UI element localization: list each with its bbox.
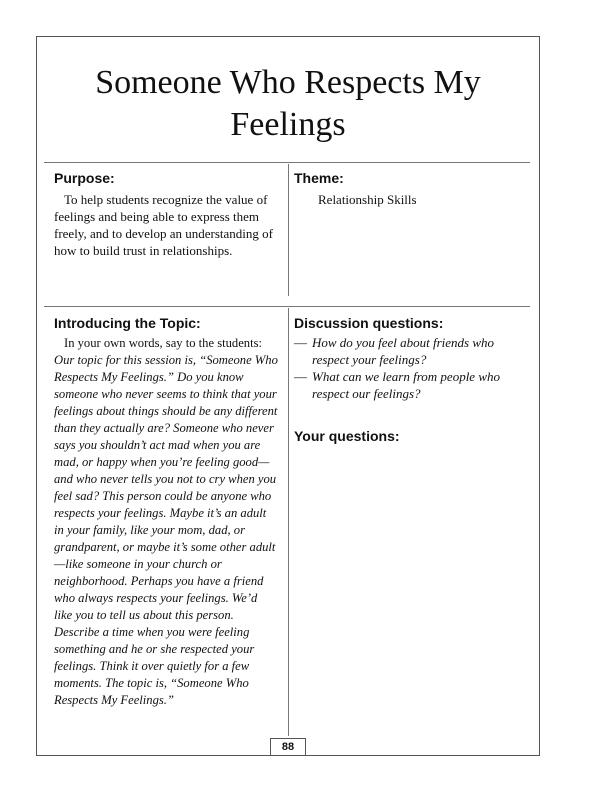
question-text: What can we learn from people who respect our feelings?	[312, 369, 500, 401]
your-questions-heading: Your questions:	[294, 428, 400, 444]
introducing-heading: Introducing the Topic:	[54, 315, 201, 331]
page-title	[44, 62, 532, 146]
theme-text: Relationship Skills	[318, 192, 417, 207]
theme-heading: Theme:	[294, 170, 344, 186]
purpose-text: To help students recognize the value of feelings and being able to express them freely, and to develop an understanding of how to build trust in relationships.	[54, 192, 274, 258]
purpose-heading: Purpose:	[54, 170, 115, 186]
discussion-heading: Discussion questions:	[294, 315, 444, 331]
introducing-text	[54, 335, 278, 709]
dash-marker: —	[294, 369, 307, 384]
dash-marker: —	[294, 335, 307, 350]
page-number: 88	[270, 738, 306, 756]
discussion-question	[294, 368, 530, 402]
discussion-questions-list	[294, 334, 530, 402]
column-divider-upper	[288, 164, 289, 296]
introducing-script: Our topic for this session is, “Someone Who Respects My Feelings.” Do you know someone who never seems to think that your feelings about things should be any different than they actually are? Someone who never says you shouldn’t act mad when you are mad, or happy when you’re feeling good—and who never tells you not to cry when you feel sad? This person could be anyone who respects your feelings. Maybe it’s an adult in your family, like your mom, dad, or grandparent, or maybe it’s some other adult—like someone in your church or neighborhood. Perhaps you have a friend who always respects your feelings. We’d like you to tell us about this person. Describe a time when you were feeling something and he or she respected your feelings. Think it over quietly for a few moments. The topic is, “Someone Who Respects My Feelings.”	[54, 353, 278, 707]
column-divider-lower	[288, 308, 289, 736]
introducing-lead: In your own words, say to the students:	[64, 336, 262, 350]
discussion-question	[294, 334, 530, 368]
title-line-2: Feelings	[230, 106, 346, 143]
question-text: How do you feel about friends who respect your feelings?	[312, 335, 494, 367]
title-line-1: Someone Who Respects My	[95, 64, 481, 101]
divider-middle	[44, 306, 530, 307]
divider-top	[44, 162, 530, 163]
